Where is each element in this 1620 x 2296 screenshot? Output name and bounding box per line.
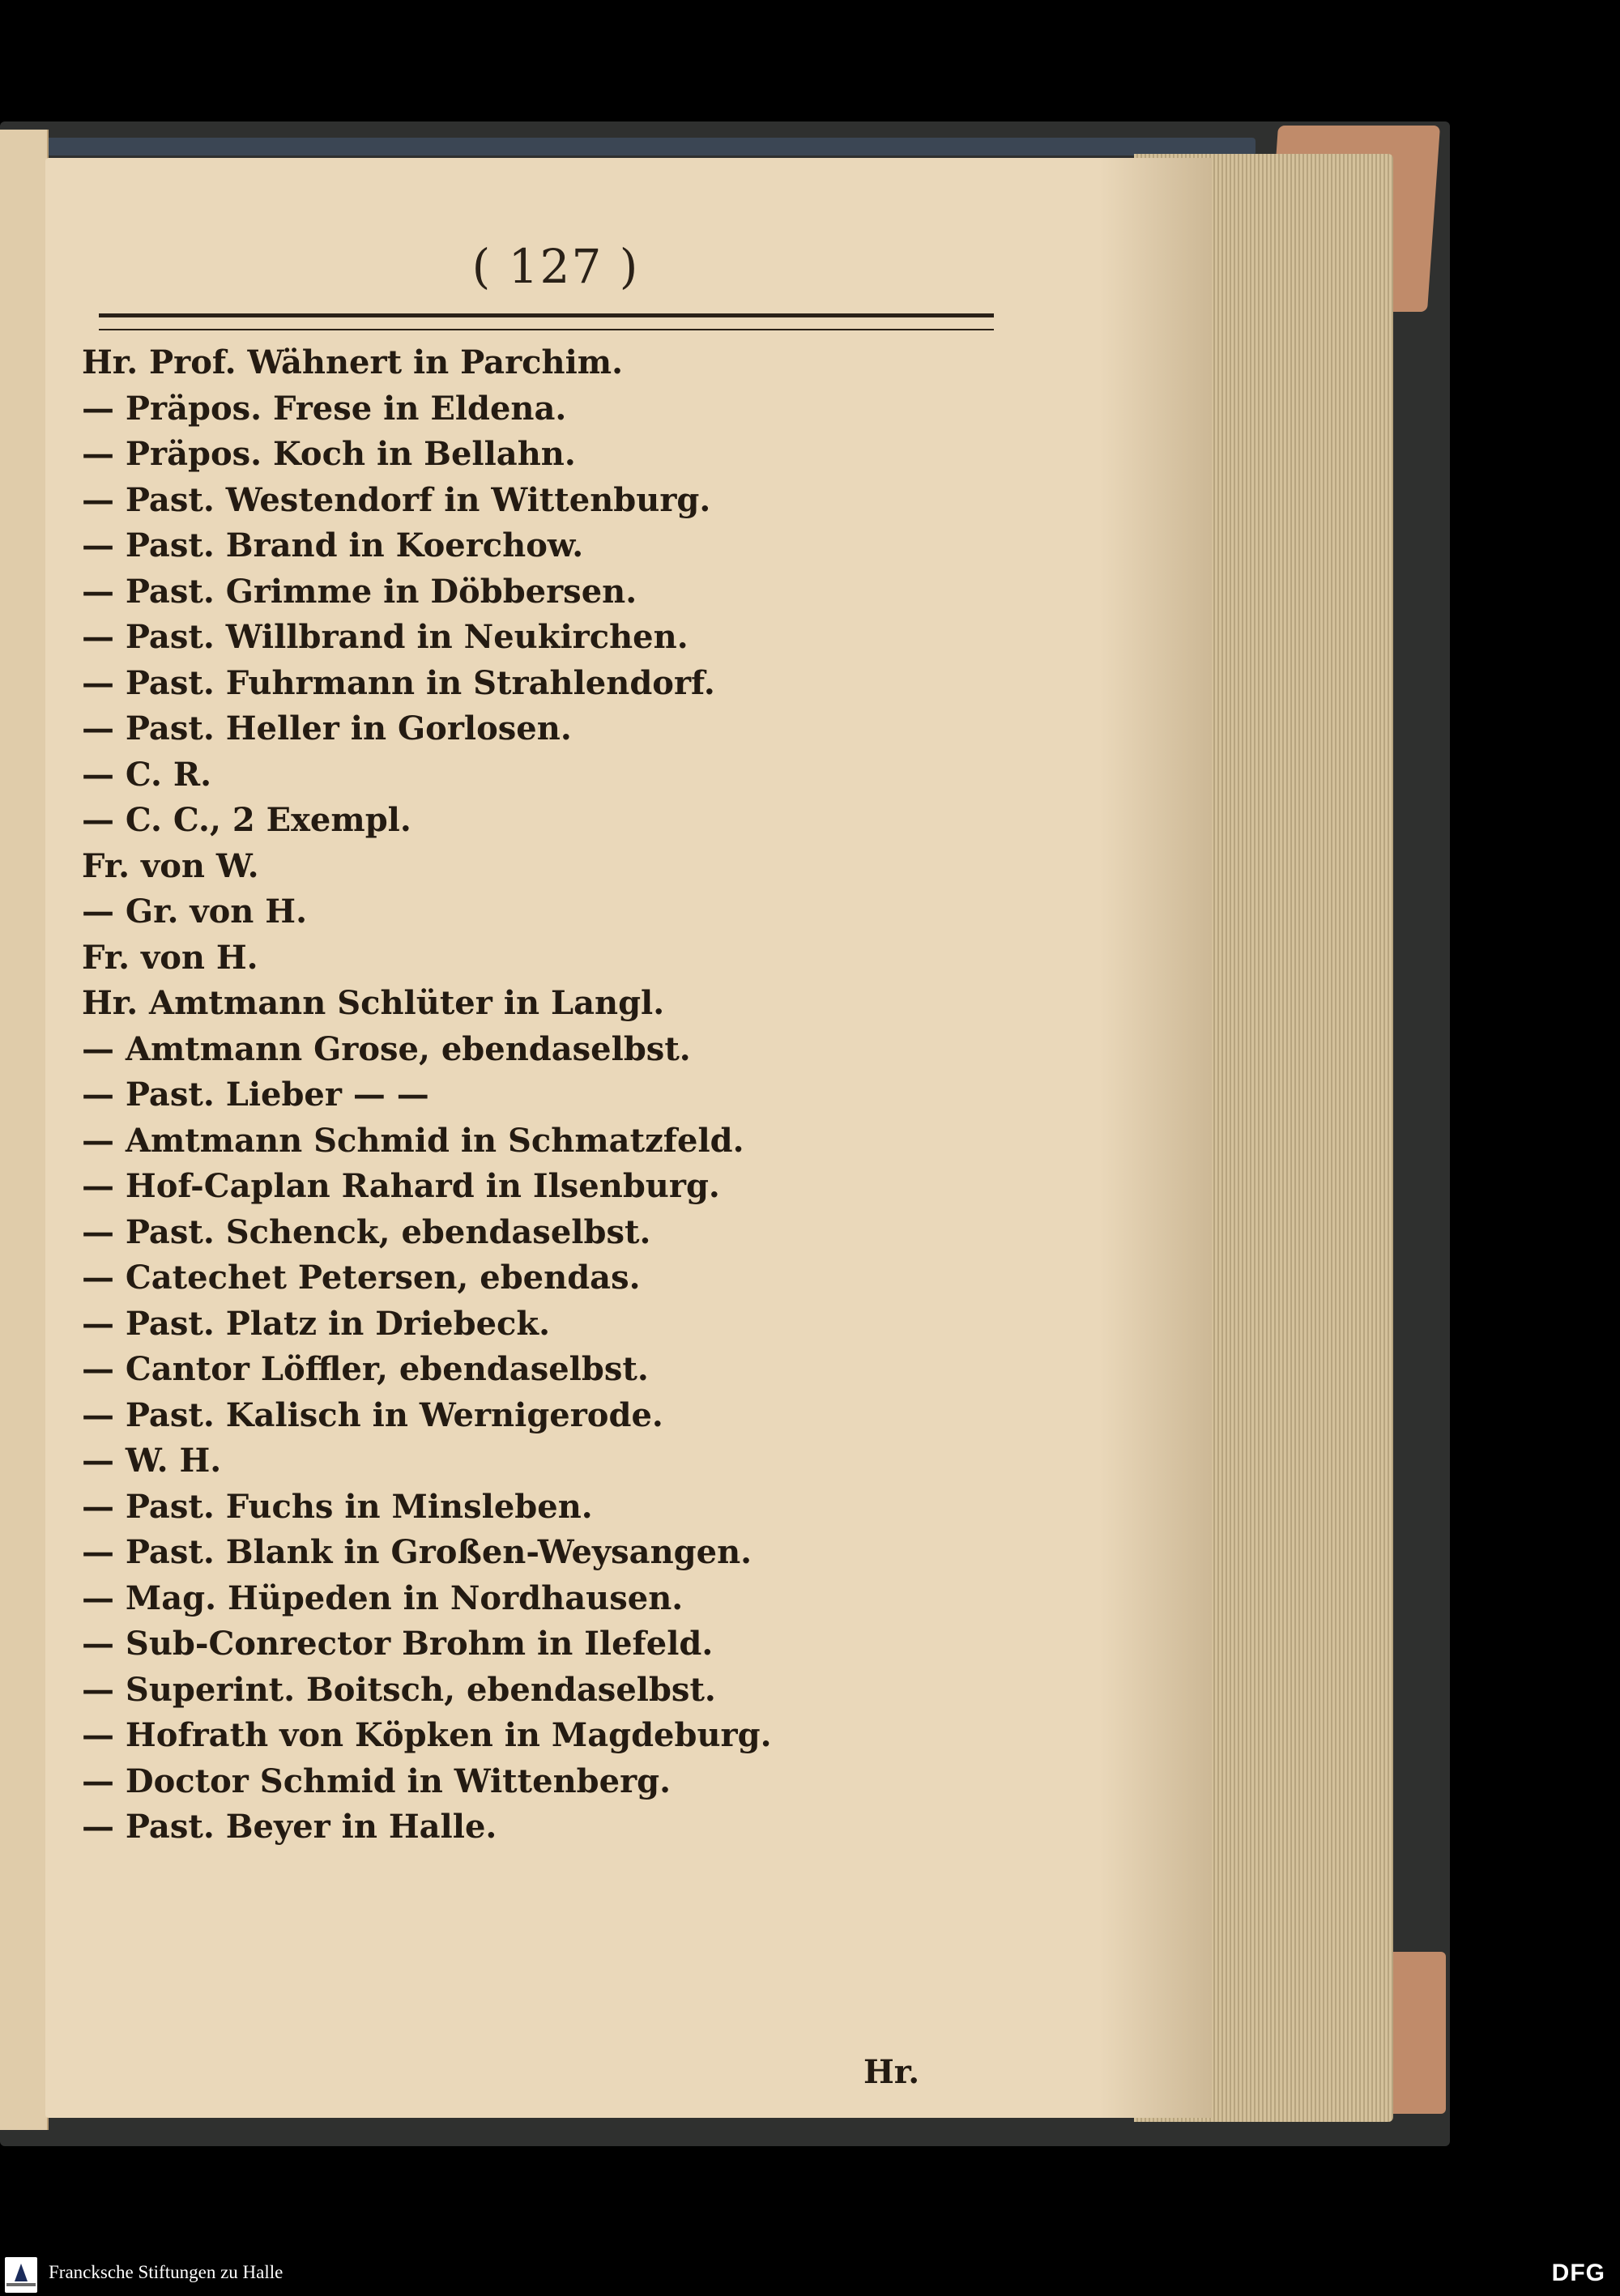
list-item: — Hofrath von Köpken in Magdeburg. (82, 1716, 772, 1754)
cover-top-edge (40, 138, 1256, 155)
francke-foundation-logo-icon (5, 2257, 37, 2293)
list-item: — Amtmann Schmid in Schmatzfeld. (82, 1121, 744, 1160)
subscriber-list (82, 340, 772, 1851)
list-item: — Past. Schenck, ebendaselbst. (82, 1212, 651, 1251)
list-item: — C. C., 2 Exempl. (82, 801, 411, 839)
list-item: — Superint. Boitsch, ebendaselbst. (82, 1670, 716, 1709)
page-number: ( 127 ) (471, 239, 640, 294)
list-item: — Past. Westendorf in Wittenburg. (82, 480, 711, 519)
list-item: — Past. Fuchs in Minsleben. (82, 1487, 593, 1526)
list-item: — Doctor Schmid in Wittenberg. (82, 1761, 671, 1800)
footer-bar (0, 2254, 1620, 2296)
list-item: — Past. Grimme in Döbbersen. (82, 572, 637, 611)
list-item: — Past. Platz in Driebeck. (82, 1304, 551, 1343)
list-item: — Gr. von H. (82, 892, 307, 931)
list-item: Hr. Prof. Wähnert in Parchim. (82, 343, 624, 381)
header-rule (99, 313, 994, 330)
list-item: — Hof-Caplan Rahard in Ilsenburg. (82, 1167, 720, 1205)
logo-mark (15, 2264, 28, 2281)
list-item: — W. H. (82, 1442, 222, 1480)
list-item: Hr. Amtmann Schlüter in Langl. (82, 984, 665, 1022)
book (0, 121, 1450, 2146)
list-item: — Past. Blank in Großen-Weysangen. (82, 1533, 752, 1571)
list-item: — Past. Brand in Koerchow. (82, 526, 584, 564)
logo-text-strip (6, 2283, 36, 2286)
list-item: — Mag. Hüpeden in Nordhausen. (82, 1578, 684, 1617)
catchword: Hr. (863, 2053, 920, 2091)
list-item: — Präpos. Frese in Eldena. (82, 389, 567, 428)
list-item: — Catechet Petersen, ebendas. (82, 1259, 641, 1297)
book-page (45, 158, 1212, 2118)
list-item: — Past. Fuhrmann in Strahlendorf. (82, 663, 715, 702)
list-item: Fr. von W. (82, 846, 259, 885)
footer-institution: Francksche Stiftungen zu Halle (49, 2262, 284, 2282)
list-item: — Past. Heller in Gorlosen. (82, 709, 572, 748)
list-item: — Präpos. Koch in Bellahn. (82, 435, 576, 473)
left-page-edge (0, 130, 49, 2130)
list-item: — C. R. (82, 755, 212, 794)
list-item: — Past. Beyer in Halle. (82, 1808, 497, 1846)
list-item: — Sub-Conrector Brohm in Ilefeld. (82, 1625, 714, 1663)
list-item: — Past. Kalisch in Wernigerode. (82, 1395, 663, 1434)
list-item: — Past. Lieber — — (82, 1076, 429, 1114)
list-item: — Cantor Löffler, ebendaselbst. (82, 1350, 649, 1388)
page-curve-shadow (1098, 158, 1212, 2118)
list-item: — Past. Willbrand in Neukirchen. (82, 618, 688, 656)
dfg-logo: DFG (1551, 2260, 1605, 2286)
list-item: — Amtmann Grose, ebendaselbst. (82, 1029, 691, 1068)
list-item: Fr. von H. (82, 938, 258, 977)
